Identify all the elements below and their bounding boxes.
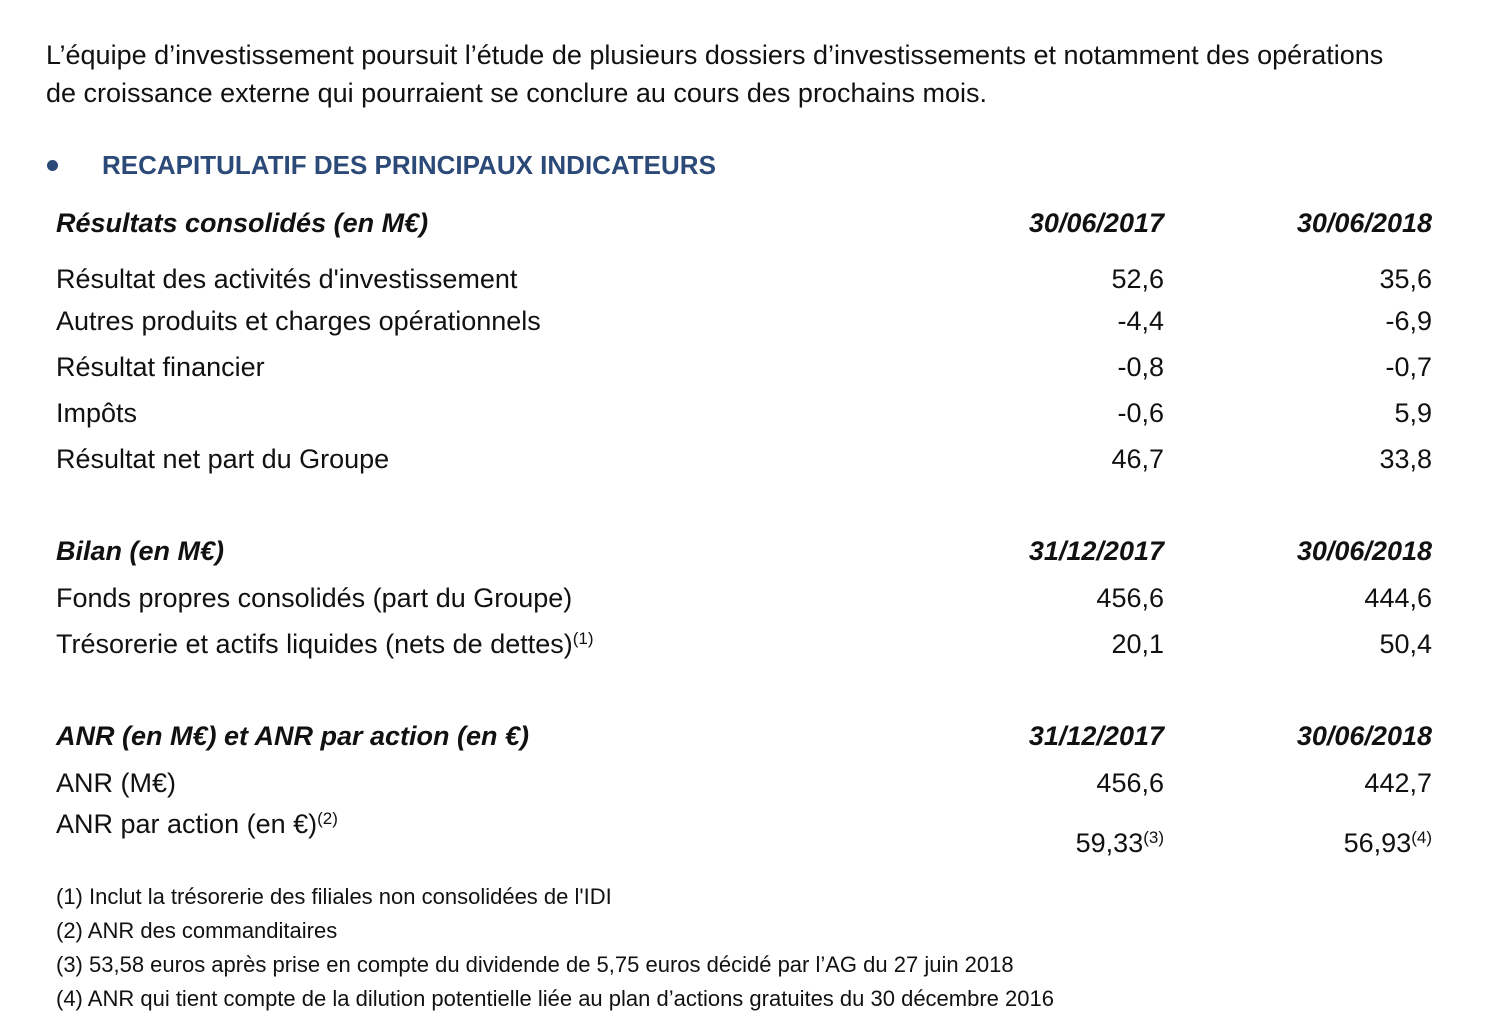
balance-header-col1: 31/12/2017 xyxy=(1028,536,1164,566)
row-value-col1: 456,6 xyxy=(1096,768,1164,798)
footnote-2: (2) ANR des commanditaires xyxy=(56,918,338,943)
results-header-col2: 30/06/2018 xyxy=(1296,208,1432,238)
table-row xyxy=(56,765,1432,801)
anr-header-col1: 31/12/2017 xyxy=(1028,721,1164,751)
row-label: Résultat des activités d'investissement xyxy=(56,264,518,294)
row-label-with-note xyxy=(56,626,594,662)
table-row xyxy=(56,441,1432,477)
row-value-col1: 59,33 xyxy=(1075,828,1144,858)
row-value-col2: -6,9 xyxy=(1385,306,1432,336)
anr-header-label: ANR (en M€) et ANR par action (en €) xyxy=(56,721,530,751)
row-value-col1: 52,6 xyxy=(1111,264,1164,294)
row-label: Résultat financier xyxy=(56,352,265,382)
row-value-col2: 5,9 xyxy=(1394,398,1432,428)
footnotes xyxy=(56,880,1054,1016)
results-header-row xyxy=(56,205,1432,241)
row-value-col2: 444,6 xyxy=(1364,583,1432,613)
row-value-col2: 35,6 xyxy=(1379,264,1432,294)
table-row xyxy=(56,303,1432,339)
row-value-col1: 46,7 xyxy=(1111,444,1164,474)
intro-paragraph xyxy=(46,36,1466,112)
results-header-col1: 30/06/2017 xyxy=(1028,208,1164,238)
table-row xyxy=(56,626,1432,662)
footnote-ref: (1) xyxy=(572,629,594,648)
row-value-col2: 56,93 xyxy=(1343,828,1412,858)
table-row xyxy=(56,349,1432,385)
row-value-col1: 20,1 xyxy=(1111,629,1164,659)
row-value-col1: 456,6 xyxy=(1096,583,1164,613)
section-heading xyxy=(44,150,716,181)
footnote-3: (3) 53,58 euros après prise en compte du dividende de 5,75 euros décidé par l’AG du 27 juin 2018 xyxy=(56,952,1014,977)
table-row-values xyxy=(56,825,1432,861)
row-value-col2: 50,4 xyxy=(1379,629,1432,659)
footnote-ref: (2) xyxy=(317,809,338,828)
table-row xyxy=(56,261,1432,297)
row-label: Résultat net part du Groupe xyxy=(56,444,390,474)
balance-header-row xyxy=(56,533,1432,569)
row-value-col2: 33,8 xyxy=(1379,444,1432,474)
row-value-col2: 442,7 xyxy=(1364,768,1432,798)
row-value-col1-with-note xyxy=(1076,825,1164,861)
section-heading-text: RECAPITULATIF DES PRINCIPAUX INDICATEURS xyxy=(102,150,716,180)
row-value-col1: -4,4 xyxy=(1117,306,1164,336)
footnote-ref: (3) xyxy=(1143,828,1164,847)
intro-line-1: L’équipe d’investissement poursuit l’étude de plusieurs dossiers d’investissements et notamment des opérations xyxy=(46,40,1384,70)
bullet-icon xyxy=(47,160,58,171)
table-row xyxy=(56,395,1432,431)
row-value-col1: -0,8 xyxy=(1117,352,1164,382)
row-label: Fonds propres consolidés (part du Groupe) xyxy=(56,583,573,613)
anr-header-row xyxy=(56,718,1432,754)
row-label: ANR par action (en €) xyxy=(56,809,318,839)
footnote-ref: (4) xyxy=(1411,828,1432,847)
anr-header-col2: 30/06/2018 xyxy=(1296,721,1432,751)
row-value-col2: -0,7 xyxy=(1385,352,1432,382)
row-value-col2-with-note xyxy=(1344,825,1432,861)
row-label: Impôts xyxy=(56,398,138,428)
row-value-col1: -0,6 xyxy=(1117,398,1164,428)
row-label: ANR (M€) xyxy=(56,768,176,798)
balance-header-col2: 30/06/2018 xyxy=(1296,536,1432,566)
intro-line-2: de croissance externe qui pourraient se conclure au cours des prochains mois. xyxy=(46,78,988,108)
footnote-1: (1) Inclut la trésorerie des filiales non consolidées de l'IDI xyxy=(56,884,612,909)
footnote-4: (4) ANR qui tient compte de la dilution potentielle liée au plan d’actions gratuites du 30 décembre 2016 xyxy=(56,986,1054,1011)
table-row xyxy=(56,580,1432,616)
results-header-label: Résultats consolidés (en M€) xyxy=(56,208,429,238)
row-label: Trésorerie et actifs liquides (nets de dettes) xyxy=(56,629,573,659)
row-label: Autres produits et charges opérationnels xyxy=(56,306,541,336)
balance-header-label: Bilan (en M€) xyxy=(56,536,225,566)
